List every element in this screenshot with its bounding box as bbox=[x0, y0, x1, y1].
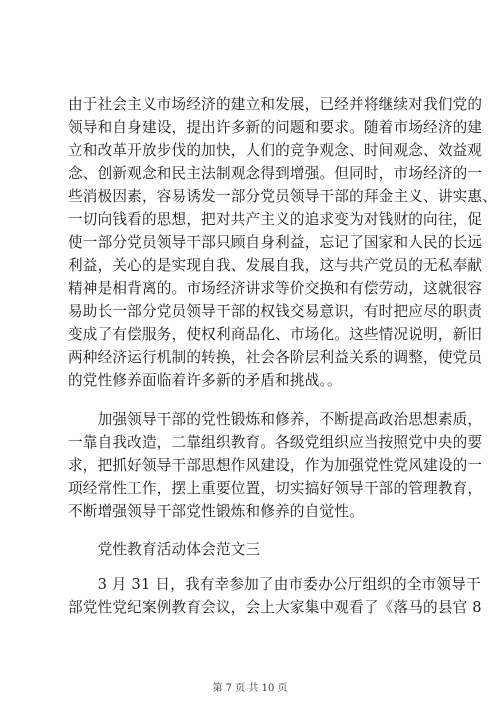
text-line-10: 易助长一部分党员领导干部的权钱交易意识，有时把应尽的职责 bbox=[68, 303, 483, 320]
page-number-footer: 第 7 页 共 10 页 bbox=[212, 683, 288, 694]
text-line-11: 变成了有偿服务，使权利商品化、市场化。这些情况说明，新旧 bbox=[68, 326, 483, 343]
text-line-1: 由于社会主义市场经济的建立和发展，已经并将继续对我们党的 bbox=[68, 96, 483, 113]
text-line-2: 领导和自身建设，提出许多新的问题和要求。随着市场经济的建 bbox=[68, 119, 483, 136]
text-line-21: 部党性党纪案例教育会议，会上大家集中观看了《落马的县官 8 bbox=[68, 599, 482, 616]
text-line-16: 求，把抓好领导干部思想作风建设，作为加强党性党风建设的一 bbox=[68, 457, 483, 474]
text-line-12: 两种经济运行机制的转换，社会各阶层利益关系的调整，使党员 bbox=[68, 349, 483, 366]
text-line-13: 的党性修养面临着许多新的矛盾和挑战。。 bbox=[68, 372, 342, 389]
text-line-7: 使一部分党员领导干部只顾自身利益，忘记了国家和人民的长远 bbox=[68, 234, 483, 251]
text-line-20: 3 月 31 日，我有幸参加了由市委办公厅组织的全市领导干 bbox=[68, 576, 481, 593]
text-line-4: 念、创新观念和民主法制观念得到增强。但同时，市场经济的一 bbox=[68, 165, 483, 182]
text-line-6: 一切向钱看的思想，把对共产主义的追求变为对钱财的向往，促 bbox=[68, 211, 483, 228]
text-line-8: 利益，关心的是实现自我、发展自我，这与共产党员的无私奉献 bbox=[68, 257, 483, 274]
text-line-9: 精神是相背离的。市场经济讲求等价交换和有偿劳动，这就很容 bbox=[68, 280, 483, 297]
text-line-15: 一靠自我改造，二靠组织教育。各级党组织应当按照党中央的要 bbox=[68, 434, 483, 451]
section-heading: 党性教育活动体会范文三 bbox=[68, 541, 261, 558]
text-line-3: 立和改革开放步伐的加快，人们的竞争观念、时间观念、效益观 bbox=[68, 142, 483, 159]
text-line-18: 不断增强领导干部党性锻炼和修养的自觉性。 bbox=[68, 503, 364, 520]
text-line-17: 项经常性工作，摆上重要位置，切实搞好领导干部的管理教育， bbox=[68, 480, 483, 497]
text-line-5: 些消极因素，容易诱发一部分党员领导干部的拜金主义、讲实惠、 bbox=[68, 188, 498, 205]
text-line-14: 加强领导干部的党性锻炼和修养，不断提高政治思想素质， bbox=[68, 411, 483, 428]
